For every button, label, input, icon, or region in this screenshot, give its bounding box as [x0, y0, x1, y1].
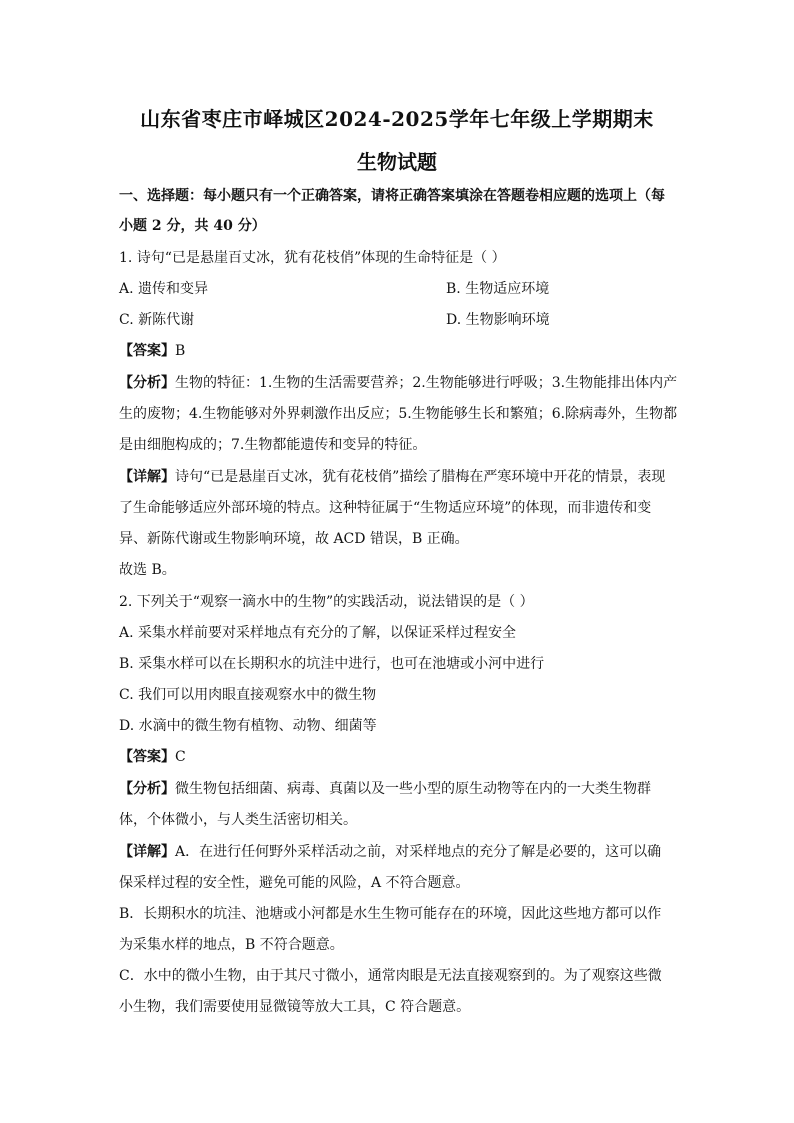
q2-option-d: D. 水滴中的微生物有植物、动物、细菌等 [119, 718, 377, 734]
q1-answer-tag: 【答案】 [119, 343, 175, 359]
q1-option-b: B. 生物适应环境 [446, 281, 550, 297]
q2-detail-line2: 保采样过程的安全性，避免可能的风险，A 不符合题意。 [119, 875, 470, 891]
document-subtitle: 生物试题 [357, 150, 437, 174]
q2-detail-line6: 小生物，我们需要使用显微镜等放大工具，C 符合题意。 [119, 999, 471, 1015]
document-title: 山东省枣庄市峄城区2024-2025学年七年级上学期期末 [140, 107, 654, 131]
q2-answer-value: C [175, 749, 186, 765]
q1-analysis-line1 [119, 373, 679, 393]
q2-option-c: C. 我们可以用肉眼直接观察水中的微生物 [119, 687, 377, 703]
q1-detail-line1 [119, 467, 679, 487]
q2-detail-line3: B．长期积水的坑洼、池塘或小河都是水生生物可能存在的环境，因此这些地方都可以作 [119, 906, 662, 922]
q2-answer-tag: 【答案】 [119, 749, 175, 765]
q2-detail-tag: 【详解】 [119, 844, 175, 860]
q2-analysis-tag: 【分析】 [119, 781, 175, 797]
q2-detail-line5: C．水中的微小生物，由于其尺寸微小，通常肉眼是无法直接观察到的。为了观察这些微 [119, 968, 662, 984]
q2-detail-line4: 为采集水样的地点，B 不符合题意。 [119, 937, 344, 953]
q1-analysis-tag: 【分析】 [119, 375, 175, 391]
q1-detail-line3: 异、新陈代谢或生物影响环境，故 ACD 错误，B 正确。 [119, 531, 469, 547]
q1-detail-tag: 【详解】 [119, 469, 175, 485]
q1-answer-value: B [175, 343, 186, 359]
q1-option-a: A. 遗传和变异 [119, 281, 209, 297]
q2-stem: 2. 下列关于“观察一滴水中的生物”的实践活动，说法错误的是（ ） [119, 594, 534, 610]
q1-detail-line2: 了生命能够适应外部环境的特点。这种特征属于“生物适应环境”的体现，而非遗传和变 [119, 500, 652, 516]
q2-analysis-line1 [119, 779, 679, 799]
q1-analysis-line3: 是由细胞构成的；7.生物都能遗传和变异的特征。 [119, 437, 427, 453]
q1-analysis-line2: 生的废物；4.生物能够对外界刺激作出反应；5.生物能够生长和繁殖；6.除病毒外，生物都 [119, 406, 678, 422]
q2-detail-text1: A．在进行任何野外采样活动之前，对采样地点的充分了解是必要的，这可以确 [175, 844, 662, 860]
q1-answer [119, 341, 679, 361]
section-instruction-line2: 小题 2 分，共 40 分） [119, 218, 266, 234]
section-instruction-line1: 一、选择题：每小题只有一个正确答案，请将正确答案填涂在答题卷相应题的选项上（每 [119, 188, 665, 204]
q2-analysis-line2: 体，个体微小，与人类生活密切相关。 [119, 812, 357, 828]
q2-detail-line1 [119, 842, 679, 862]
q2-analysis-text1: 微生物包括细菌、病毒、真菌以及一些小型的原生动物等在内的一大类生物群 [175, 781, 651, 797]
q1-analysis-text1: 生物的特征：1.生物的生活需要营养；2.生物能够进行呼吸；3.生物能排出体内产 [175, 375, 678, 391]
q1-stem: 1. 诗句“已是悬崖百丈冰，犹有花枝俏”体现的生命特征是（ ） [119, 250, 506, 266]
q2-option-a: A. 采集水样前要对采样地点有充分的了解，以保证采样过程安全 [119, 625, 517, 641]
q1-conclusion: 故选 B。 [119, 562, 176, 578]
q2-answer [119, 747, 679, 767]
q1-detail-text1: 诗句“已是悬崖百丈冰，犹有花枝俏”描绘了腊梅在严寒环境中开花的情景，表现 [175, 469, 666, 485]
q1-option-d: D. 生物影响环境 [446, 312, 550, 328]
q2-option-b: B. 采集水样可以在长期积水的坑洼中进行，也可在池塘或小河中进行 [119, 656, 545, 672]
q1-option-c: C. 新陈代谢 [119, 312, 195, 328]
